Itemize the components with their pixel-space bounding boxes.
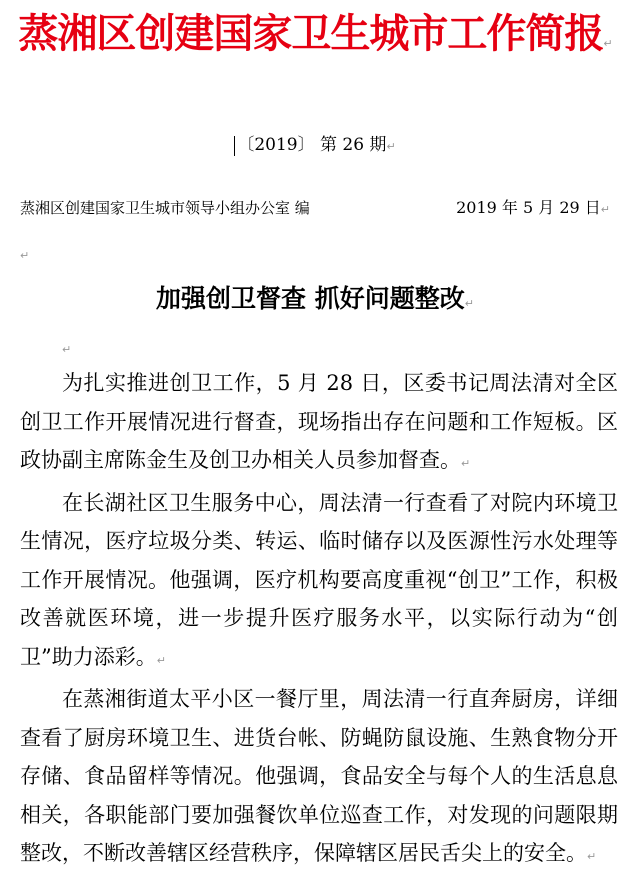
empty-paragraph <box>20 244 29 263</box>
masthead-title: 蒸湘区创建国家卫生城市工作简报↵ <box>18 11 612 57</box>
paragraph: 在蒸湘街道太平小区一餐厅里，周法清一行直奔厨房，详细查看了厨房环境卫生、进货台帐、防蝇防鼠设施、生熟食物分开存储、食品留样等情况。他强调，食品安全与每个人的生活息息相关，各职能部门要加强餐饮单位巡查工作，对发现的问题限期整改，不断改善辖区经营秩序，保障辖区居民舌尖上的安全。↵ <box>20 687 618 865</box>
article-body <box>20 364 618 877</box>
text-cursor <box>234 136 235 156</box>
issue-date: 2019 年 5 月 29 日↵ <box>456 198 610 217</box>
paragraph-mark-icon: ↵ <box>62 343 72 356</box>
paragraph-mark-icon: ↵ <box>156 653 166 667</box>
paragraph-mark-icon: ↵ <box>461 457 471 470</box>
paragraph-mark-icon: ↵ <box>600 203 610 216</box>
paragraph: 为扎实推进创卫工作，5 月 28 日，区委书记周法清对全区创卫工作开展情况进行督查，现场指出存在问题和工作短板。区政协副主席陈金生及创卫办相关人员参加督查。↵ <box>20 371 618 472</box>
paragraph-mark-icon: ↵ <box>20 249 30 262</box>
article-title: 加强创卫督查 抓好问题整改↵ <box>156 284 474 313</box>
editor-line: 蒸湘区创建国家卫生城市领导小组办公室 编 <box>20 199 310 217</box>
issue-number: 〔2019〕 第 26 期↵ <box>0 132 630 160</box>
paragraph-mark-icon: ↵ <box>587 850 597 863</box>
paragraph: 在长湖社区卫生服务中心，周法清一行查看了对院内环境卫生情况，医疗垃圾分类、转运、临时储存以及医源性污水处理等工作开展情况。他强调，医疗机构要高度重视“创卫”工作，积极改善就医环境，进一步提升医疗服务水平，以实际行动为“创卫”助力添彩。↵ <box>20 490 618 669</box>
paragraph-mark-icon: ↵ <box>603 37 612 50</box>
empty-paragraph <box>62 338 71 357</box>
paragraph-mark-icon: ↵ <box>386 140 396 153</box>
paragraph-mark-icon: ↵ <box>464 297 474 310</box>
